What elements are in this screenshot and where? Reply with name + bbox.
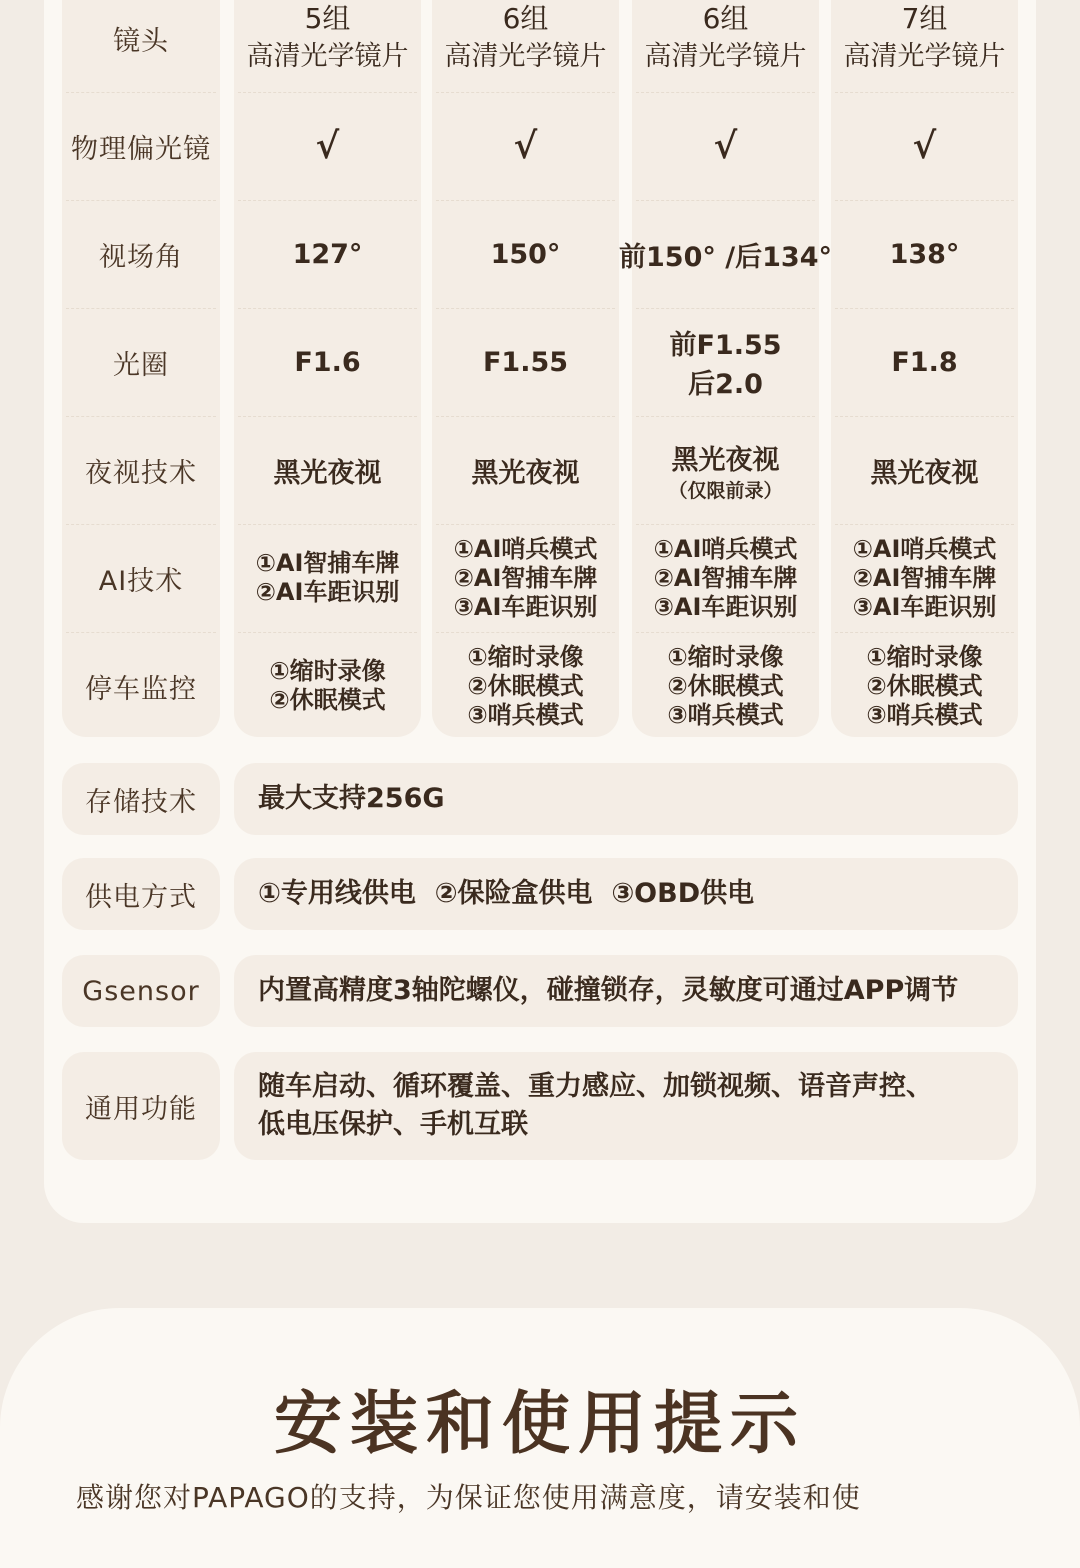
table-cell <box>234 200 421 308</box>
cell-line: ②AI智捕车牌 <box>852 563 997 592</box>
table-cell <box>234 0 421 92</box>
spec-value-line: 低电压保护、手机互联 <box>258 1109 528 1140</box>
row-label: 视场角 <box>99 241 183 273</box>
row-label: 镜头 <box>113 25 169 57</box>
table-cell <box>432 416 619 524</box>
cell-line: 黑光夜视 <box>273 457 382 489</box>
table-cell <box>632 416 819 524</box>
cell-line: ①缩时录像 <box>866 642 983 671</box>
cell-line: 150° <box>490 238 561 270</box>
cell-line: ①AI哨兵模式 <box>852 534 997 563</box>
spec-value-line: 随车启动、循环覆盖、重力感应、加锁视频、语音声控、 <box>258 1071 933 1102</box>
table-cell <box>632 524 819 632</box>
spec-value <box>234 955 1018 1027</box>
section-title: 安装和使用提示 <box>273 1384 806 1464</box>
cell-line: √ <box>713 125 738 167</box>
cell-line: ③哨兵模式 <box>866 700 983 729</box>
spec-value <box>234 858 1018 930</box>
table-cell <box>432 308 619 416</box>
cell-line: （仅限前录） <box>668 479 783 502</box>
cell-line: 前F1.55 <box>669 330 782 361</box>
cell-line: 后2.0 <box>688 369 763 400</box>
intro-text: 感谢您对PAPAGO的支持，为保证您使用满意度，请安装和使 <box>76 1481 861 1514</box>
cell-line: ③哨兵模式 <box>467 700 584 729</box>
cell-line: F1.8 <box>891 346 958 378</box>
cell-line: 5组 <box>304 2 351 35</box>
cell-line: F1.6 <box>294 346 361 378</box>
cell-line: ②AI智捕车牌 <box>453 563 598 592</box>
spec-value <box>234 1052 1018 1160</box>
cell-line: ②休眠模式 <box>866 671 983 700</box>
cell-line: ③AI车距识别 <box>453 592 598 621</box>
spec-value-line: 内置高精度3轴陀螺仪，碰撞锁存，灵敏度可通过APP调节 <box>258 975 959 1006</box>
spec-value-line: 最大支持256G <box>258 783 445 814</box>
cell-line: √ <box>315 125 340 167</box>
cell-line: 6组 <box>502 2 549 35</box>
table-cell <box>234 92 421 200</box>
cell-line: ①缩时录像 <box>667 642 784 671</box>
cell-line: 黑光夜视 <box>870 457 979 489</box>
cell-line: 127° <box>292 238 363 270</box>
row-label: 光圈 <box>113 349 169 381</box>
cell-line: √ <box>513 125 538 167</box>
table-cell <box>632 632 819 740</box>
cell-line: ①缩时录像 <box>269 657 386 685</box>
cell-line: ①AI智捕车牌 <box>255 549 400 577</box>
cell-line: 高清光学镜片 <box>246 41 409 72</box>
row-label: 物理偏光镜 <box>71 133 211 165</box>
table-cell <box>619 200 832 308</box>
row-label: 停车监控 <box>85 673 197 705</box>
table-cell <box>831 200 1018 308</box>
table-cell <box>831 632 1018 740</box>
spec-label: Gsensor <box>62 955 220 1027</box>
cell-line: ②休眠模式 <box>467 671 584 700</box>
table-cell <box>632 92 819 200</box>
table-cell <box>831 0 1018 92</box>
table-cell <box>632 0 819 92</box>
cell-line: 7组 <box>901 2 948 35</box>
table-cell <box>432 200 619 308</box>
cell-line: 高清光学镜片 <box>843 41 1006 72</box>
table-cell <box>234 308 421 416</box>
table-cell <box>432 524 619 632</box>
cell-line: F1.55 <box>482 346 569 378</box>
spec-label: 存储技术 <box>62 763 220 835</box>
cell-line: 高清光学镜片 <box>644 41 807 72</box>
cell-line: 高清光学镜片 <box>444 41 607 72</box>
cell-line: √ <box>912 125 937 167</box>
cell-line: ②AI智捕车牌 <box>653 563 798 592</box>
table-cell <box>831 524 1018 632</box>
spec-value <box>234 763 1018 835</box>
spec-label: 通用功能 <box>62 1052 220 1160</box>
cell-line: 6组 <box>702 2 749 35</box>
table-cell <box>831 416 1018 524</box>
row-label: 夜视技术 <box>85 457 197 489</box>
cell-line: ②休眠模式 <box>667 671 784 700</box>
cell-line: 黑光夜视 <box>671 444 780 476</box>
table-cell <box>234 524 421 632</box>
cell-line: 黑光夜视 <box>471 457 580 489</box>
spec-value-line: ①专用线供电 ②保险盒供电 ③OBD供电 <box>258 878 755 909</box>
cell-line: ①AI哨兵模式 <box>453 534 598 563</box>
cell-line: ③AI车距识别 <box>653 592 798 621</box>
table-cell <box>831 308 1018 416</box>
table-cell <box>632 308 819 416</box>
cell-line: ①缩时录像 <box>467 642 584 671</box>
table-cell <box>432 92 619 200</box>
cell-line: ②休眠模式 <box>269 686 386 714</box>
cell-line: 前150° /后134° <box>619 241 832 273</box>
cell-line: ①AI哨兵模式 <box>653 534 798 563</box>
table-cell <box>831 92 1018 200</box>
cell-line: 138° <box>889 238 960 270</box>
spec-label: 供电方式 <box>62 858 220 930</box>
cell-line: ③AI车距识别 <box>852 592 997 621</box>
row-label: AI技术 <box>98 565 184 597</box>
table-cell <box>432 632 619 740</box>
table-cell <box>234 416 421 524</box>
cell-line: ②AI车距识别 <box>255 578 400 606</box>
table-cell <box>432 0 619 92</box>
cell-line: ③哨兵模式 <box>667 700 784 729</box>
table-cell <box>234 632 421 740</box>
